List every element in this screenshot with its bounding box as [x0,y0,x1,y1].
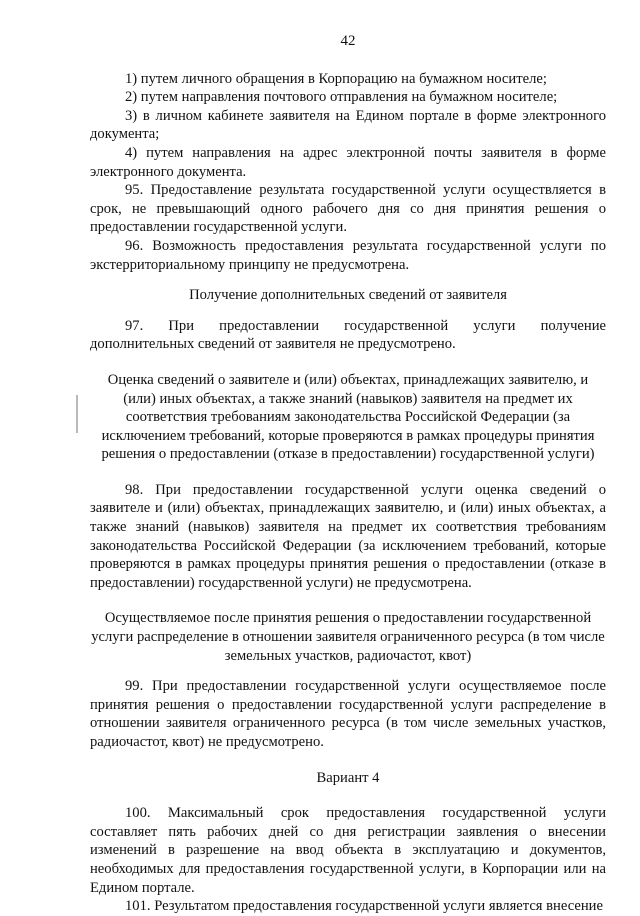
paragraph-97: 97. При предоставлении государственной услуги получение дополнительных сведений от заявителя не предусмотрено. [90,317,606,353]
scan-edge-mark [76,395,78,433]
paragraph-item-2: 2) путем направления почтового отправления на бумажном носителе; [125,89,558,106]
section-heading-additional-info: Получение дополнительных сведений от заявителя [189,287,507,304]
paragraph-101: 101. Результатом предоставления государственной услуги является внесение [125,898,603,915]
paragraph-item-1: 1) путем личного обращения в Корпорацию на бумажном носителе; [125,70,547,87]
paragraph-item-3: 3) в личном кабинете заявителя на Едином портале в форме электронного документа; [90,107,606,143]
paragraph-95: 95. Предоставление результата государственной услуги осуществляется в срок, не превышающий одного рабочего дня со дня принятия решения о предоставлении государственной услуги. [90,182,606,236]
paragraph-96: 96. Возможность предоставления результата государственной услуги по экстерриториальному принципу не предусмотрена. [90,237,606,273]
section-heading-resource-distribution: Осуществляемое после принятия решения о предоставлении государственной услуги распределение в отношении заявителя ограниченного ресурса (в том числе земельных участков, радиочастот, квот) [91,610,605,664]
page-number: 42 [340,33,356,49]
paragraph-98: 98. При предоставлении государственной услуги оценка сведений о заявителе и (или) объектах, принадлежащих заявителю, и (или) иных объектах, а также знаний (навыков) заявителя на предмет их соответствия требованиям законодательства Российской Федерации (за исключением требований, которые проверяются в рамках процедуры принятия решения о предоставлении (отказе в предоставлении) государственной услуги) не предусмотрена. [90,481,606,591]
paragraph-99: 99. При предоставлении государственной услуги осуществляемое после принятия решения о предоставлении государственной услуги распределение в отношении заявителя ограниченного ресурса (в том числе земельных участков, радиочастот, квот) не предусмотрено. [90,678,606,750]
section-heading-applicant-assessment: Оценка сведений о заявителе и (или) объектах, принадлежащих заявителю, и (или) иных объектах, а также знаний (навыков) заявителя на предмет их соответствия требованиям законодательства Российской Федерации (за исключением требований, которые проверяются в рамках процедуры принятия решения о предоставлении (отказе в предоставлении) государственной услуги) [101,371,595,463]
paragraph-100: 100. Максимальный срок предоставления государственной услуги составляет пять рабочих дней со дня регистрации заявления о внесении изменений в разрешение на ввод объекта в эксплуатацию и документов, необходимых для предоставления государственной услуги, в Корпорации или на Едином портале. [90,805,606,896]
section-heading-variant-4: Вариант 4 [316,769,380,786]
paragraph-item-4: 4) путем направления на адрес электронной почты заявителя в форме электронного документа. [90,144,606,180]
